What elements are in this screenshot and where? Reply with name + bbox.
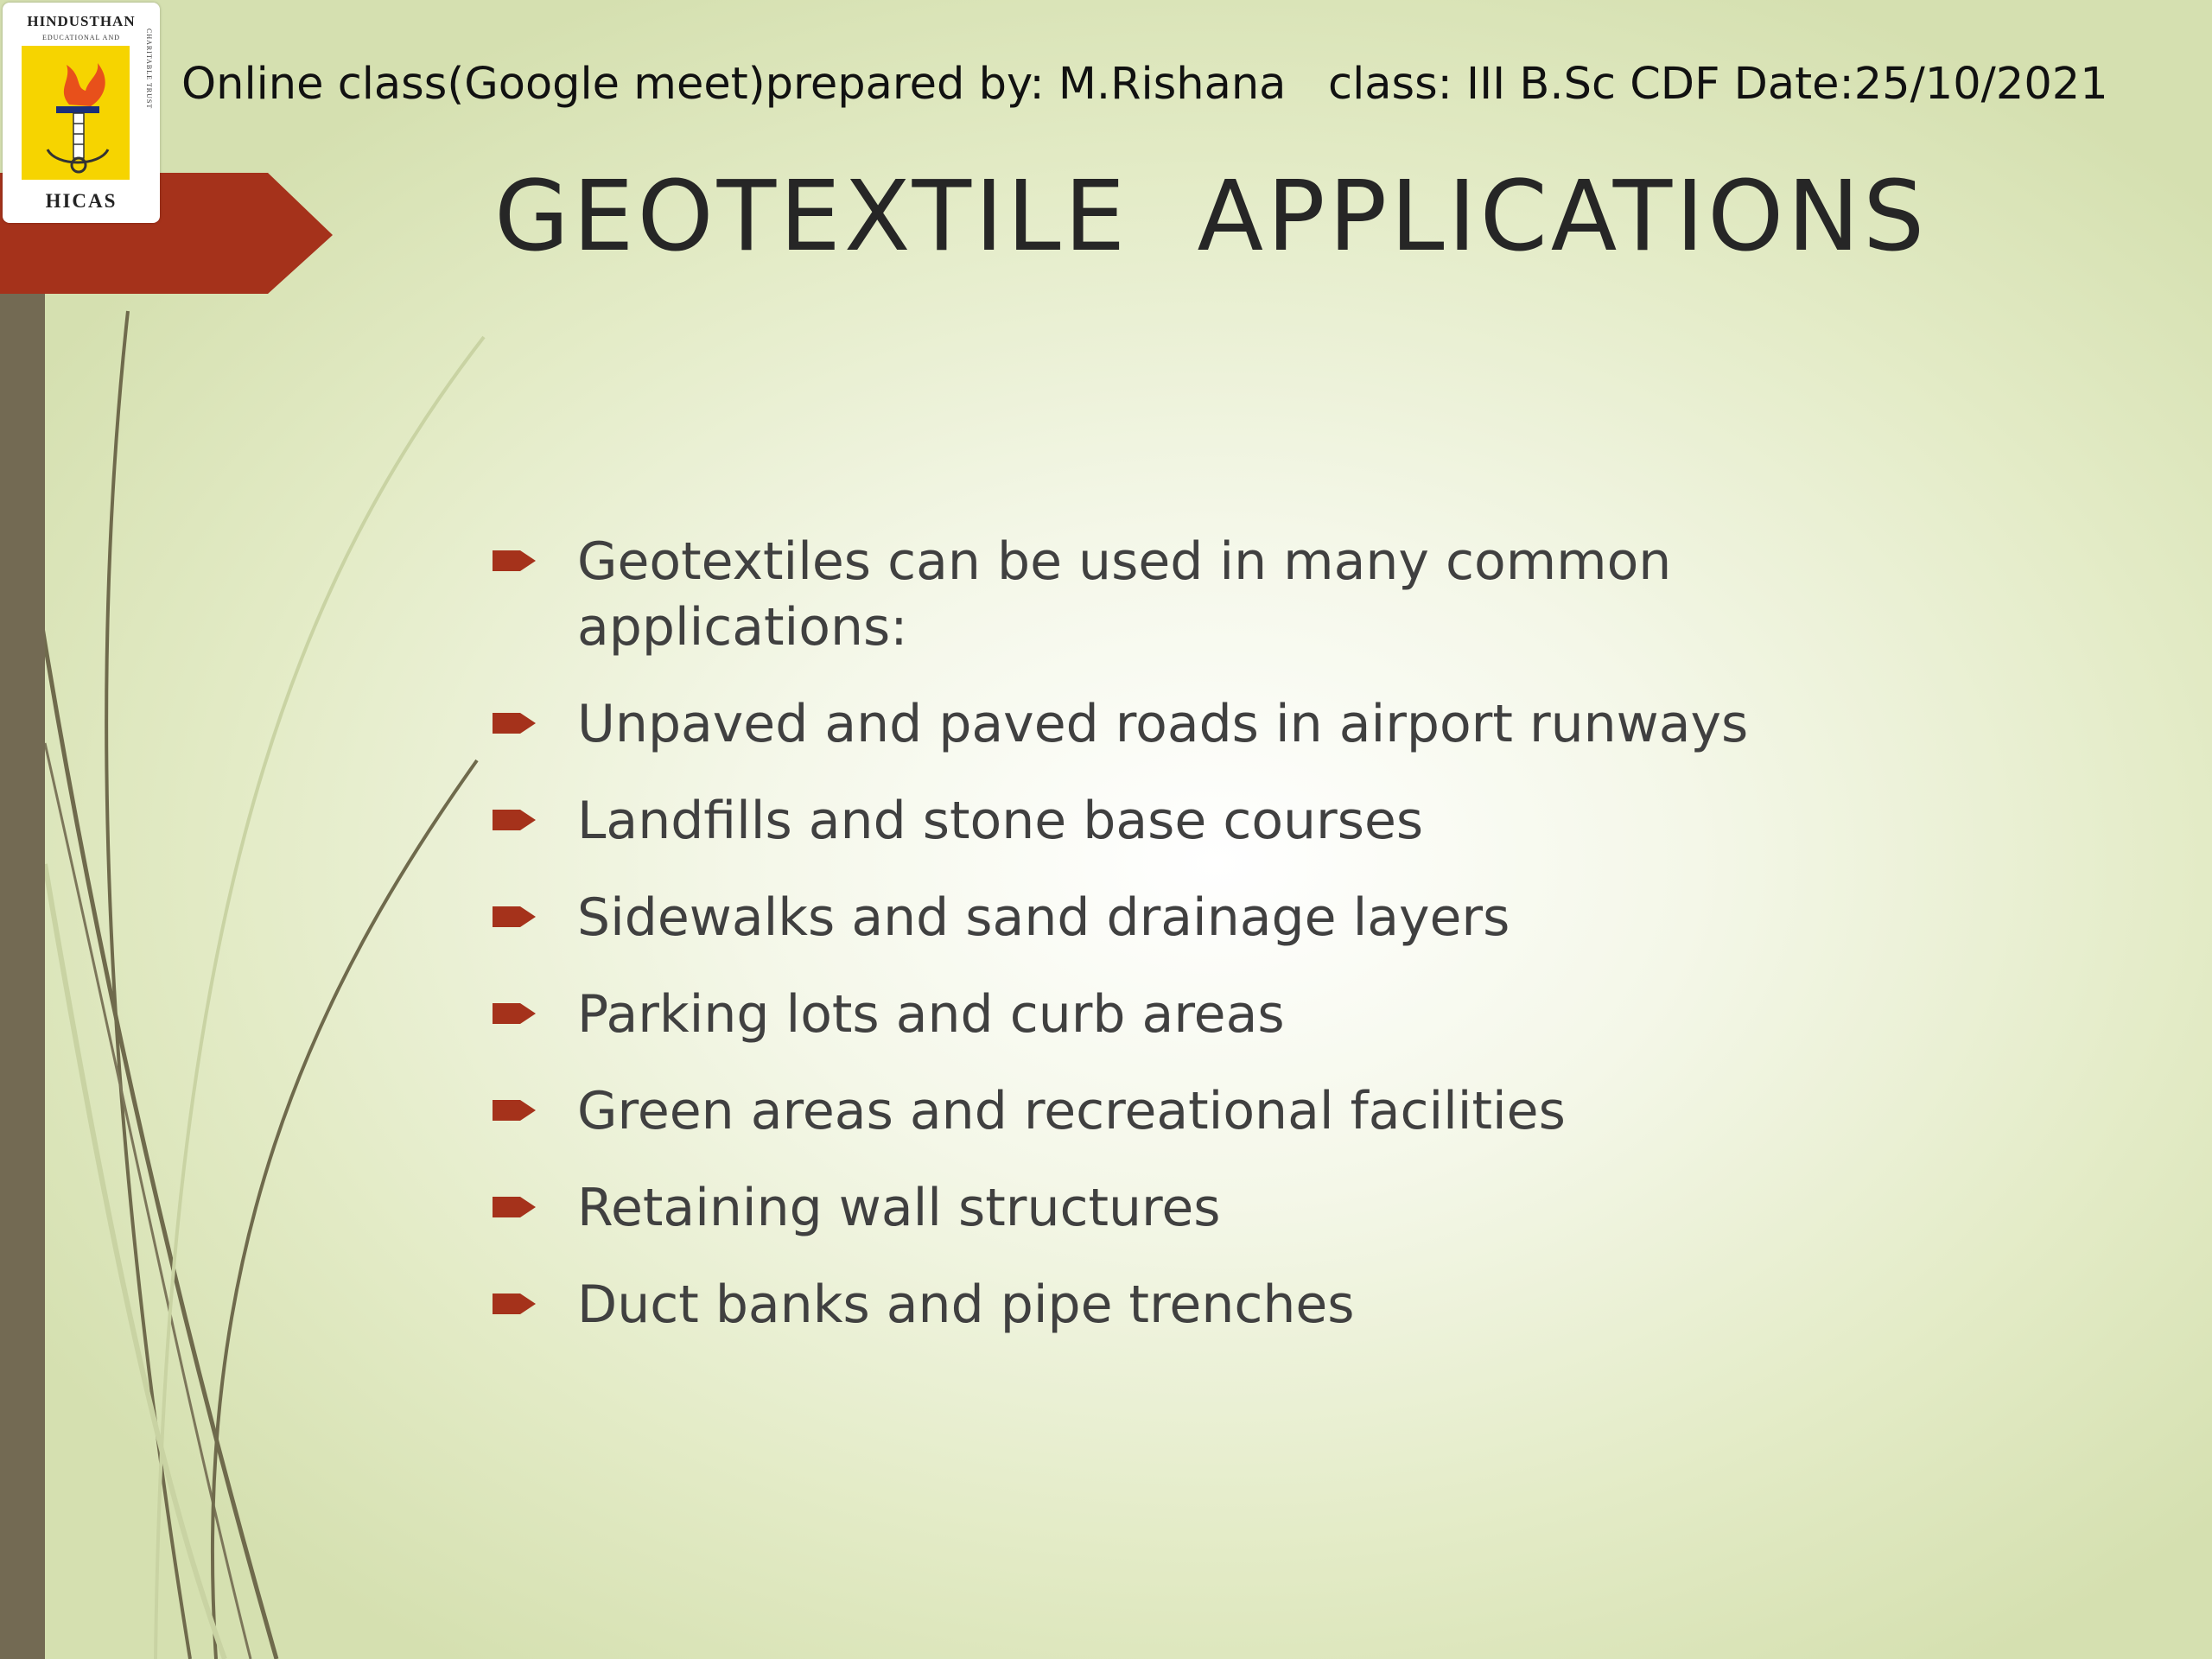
bullet-text: Parking lots and curb areas	[577, 984, 1285, 1045]
arrow-right-icon	[493, 904, 537, 930]
bullet-text: Geotextiles can be used in many common applications:	[577, 531, 1672, 658]
bullet-text: Retaining wall structures	[577, 1178, 1221, 1238]
arrow-right-icon	[493, 1001, 537, 1027]
logo-top-text: HINDUSTHAN	[27, 13, 136, 29]
bullet-text: Landfills and stone base courses	[577, 791, 1424, 851]
bullet-text: Unpaved and paved roads in airport runways	[577, 694, 1749, 754]
logo-bottom-text: HICAS	[45, 190, 118, 212]
bullet-list	[493, 529, 1858, 1369]
bullet-text: Sidewalks and sand drainage layers	[577, 887, 1510, 948]
bullet-text: Green areas and recreational facilities	[577, 1081, 1566, 1141]
arrow-right-icon	[493, 1194, 537, 1220]
bullet-item	[493, 885, 1858, 950]
arrow-right-icon	[493, 1291, 537, 1317]
college-logo	[3, 3, 160, 223]
bullet-item	[493, 691, 1858, 757]
bullet-item	[493, 982, 1858, 1047]
bullet-item	[493, 1078, 1858, 1144]
bullet-item	[493, 1175, 1858, 1241]
bullet-text: Duct banks and pipe trenches	[577, 1274, 1355, 1335]
arrow-right-icon	[493, 1097, 537, 1123]
arrow-right-icon	[493, 548, 537, 574]
logo-sub-text: EDUCATIONAL AND	[41, 34, 121, 41]
arrow-right-icon	[493, 807, 537, 833]
bullet-item	[493, 529, 1858, 660]
logo-side-text: CHARITABLE TRUST	[145, 29, 153, 110]
slide-title: GEOTEXTILE APPLICATIONS	[494, 161, 1929, 273]
bullet-item	[493, 788, 1858, 854]
left-side-bar	[0, 289, 45, 1659]
bullet-item	[493, 1272, 1858, 1338]
arrow-right-icon	[493, 710, 537, 736]
class-info-line: Online class(Google meet)prepared by: M.Rishana class: III B.Sc CDF Date:25/10/2021	[181, 59, 2108, 110]
torch-emblem-icon	[22, 46, 130, 180]
